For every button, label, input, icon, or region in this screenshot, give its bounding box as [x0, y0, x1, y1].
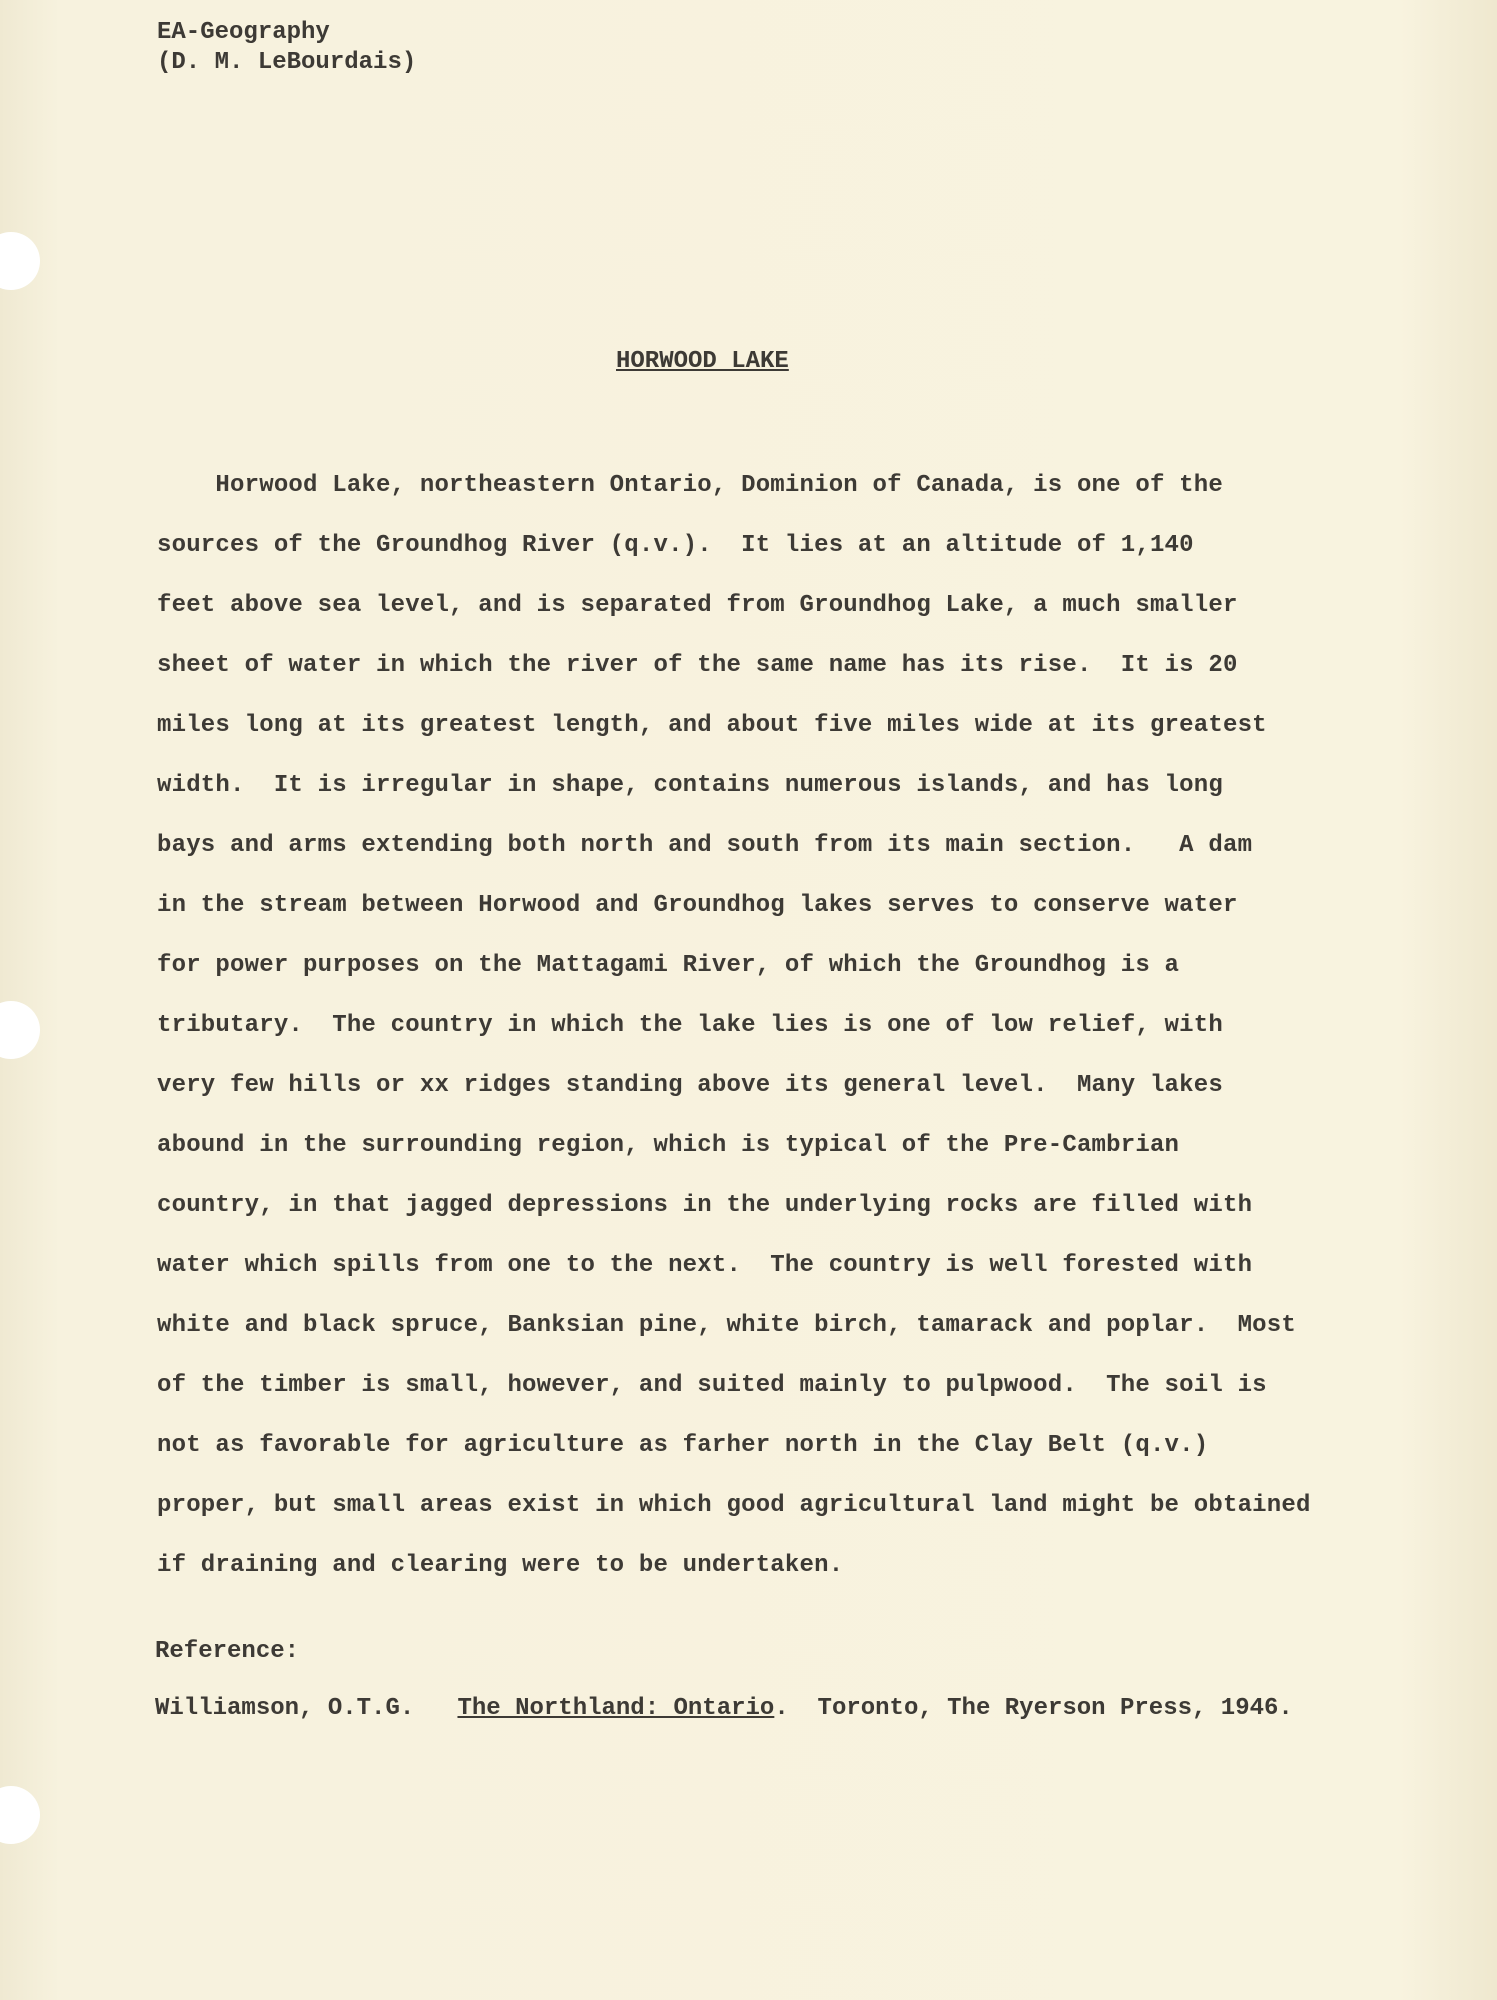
body-line: tributary. The country in which the lake lies is one of low relief, with: [157, 1012, 1223, 1039]
punch-hole: [0, 1786, 40, 1844]
reference-work-title: The Northland: Ontario: [457, 1695, 775, 1722]
body-line: bays and arms extending both north and south from its main section. A dam: [157, 832, 1253, 859]
header-subject: EA-Geography: [157, 19, 330, 46]
body-line: white and black spruce, Banksian pine, white birch, tamarack and poplar. Most: [157, 1312, 1296, 1339]
body-line: sheet of water in which the river of the same name has its rise. It is 20: [157, 652, 1238, 679]
reference-citation: [155, 1695, 1293, 1722]
body-line: Horwood Lake, northeastern Ontario, Dominion of Canada, is one of the: [157, 472, 1223, 499]
body-line: in the stream between Horwood and Groundhog lakes serves to conserve water: [157, 892, 1238, 919]
body-line: miles long at its greatest length, and about five miles wide at its greatest: [157, 712, 1267, 739]
reference-author: Williamson, O.T.G.: [155, 1695, 415, 1722]
body-line: for power purposes on the Mattagami River, of which the Groundhog is a: [157, 952, 1180, 979]
body-line: feet above sea level, and is separated from Groundhog Lake, a much smaller: [157, 592, 1238, 619]
body-line: very few hills or xx ridges standing above its general level. Many lakes: [157, 1072, 1223, 1099]
reference-label: Reference:: [155, 1638, 300, 1665]
body-line: sources of the Groundhog River (q.v.). It lies at an altitude of 1,140: [157, 532, 1194, 559]
reference-publisher: . Toronto, The Ryerson Press, 1946.: [774, 1695, 1293, 1722]
punch-hole: [0, 232, 40, 290]
body-line: not as favorable for agriculture as farher north in the Clay Belt (q.v.): [157, 1432, 1209, 1459]
body-line: abound in the surrounding region, which is typical of the Pre-Cambrian: [157, 1132, 1180, 1159]
page-title: HORWOOD LAKE: [616, 348, 789, 375]
header-author: (D. M. LeBourdais): [157, 49, 417, 76]
body-line: of the timber is small, however, and suited mainly to pulpwood. The soil is: [157, 1372, 1267, 1399]
body-line: country, in that jagged depressions in the underlying rocks are filled with: [157, 1192, 1253, 1219]
body-line: if draining and clearing were to be undertaken.: [157, 1552, 844, 1579]
body-line: width. It is irregular in shape, contains numerous islands, and has long: [157, 772, 1223, 799]
document-header: [157, 18, 416, 78]
body-line: proper, but small areas exist in which good agricultural land might be obtained: [157, 1492, 1311, 1519]
punch-hole: [0, 1001, 40, 1059]
body-line: water which spills from one to the next. The country is well forested with: [157, 1252, 1253, 1279]
